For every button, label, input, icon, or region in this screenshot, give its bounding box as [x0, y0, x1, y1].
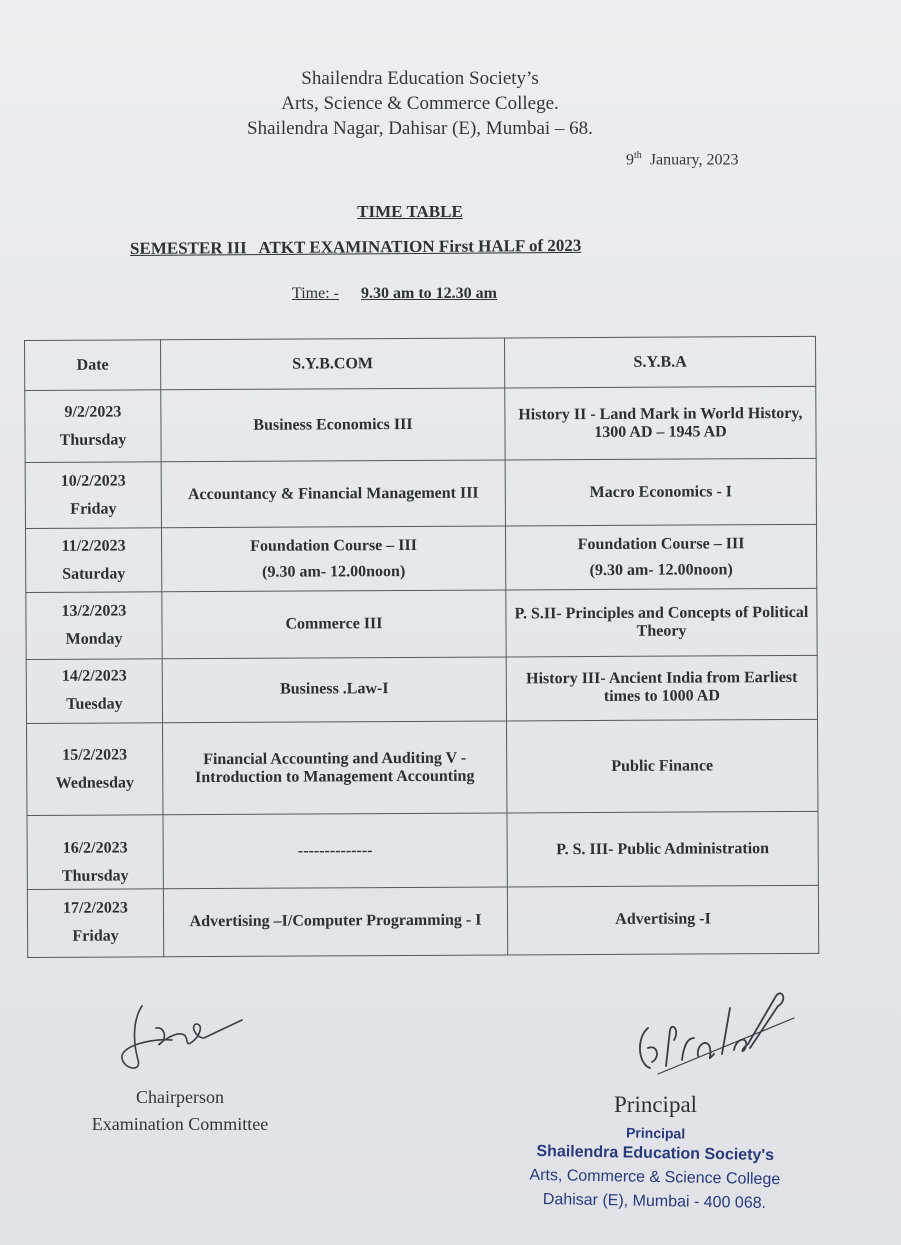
row-date: 13/2/2023 — [61, 602, 127, 620]
date-cell — [25, 462, 161, 529]
issue-date — [626, 150, 739, 169]
table-header-row — [25, 336, 816, 390]
row-day: Tuesday — [66, 695, 123, 713]
table-row — [26, 589, 817, 659]
principal-stamp — [499, 1121, 811, 1216]
sybcom-cell — [161, 526, 505, 592]
stamp-address: Dahisar (E), Mumbai - 400 068. — [542, 1191, 767, 1212]
row-date: 11/2/2023 — [61, 537, 126, 555]
syba-subject: Foundation Course – III — [577, 535, 745, 553]
principal-label: Principal — [614, 1092, 698, 1117]
exam-time — [292, 285, 497, 303]
syba-cell: P. S. III- Public Administration — [507, 812, 818, 887]
row-day: Thursday — [61, 867, 129, 885]
table-row — [27, 719, 818, 816]
time-value: 9.30 am to 12.30 am — [360, 285, 497, 302]
row-day: Saturday — [62, 565, 126, 583]
row-date: 17/2/2023 — [62, 899, 128, 918]
society-name: Shailendra Education Society’s — [301, 68, 539, 89]
date-cell — [25, 390, 161, 463]
page-title: TIME TABLE — [357, 202, 463, 221]
sybcom-cell: -------------- — [163, 813, 507, 888]
syba-cell: Public Finance — [506, 719, 817, 814]
chairperson-block — [60, 1084, 300, 1138]
header-date: Date — [25, 340, 161, 391]
chairperson-signature — [112, 998, 252, 1078]
college-address: Shailendra Nagar, Dahisar (E), Mumbai – 68. — [247, 118, 593, 139]
syba-cell: P. S.II- Principles and Concepts of Political Theory — [506, 589, 817, 657]
row-day: Friday — [70, 500, 117, 518]
date-cell — [25, 528, 161, 593]
sybcom-cell: Commerce III — [162, 590, 506, 658]
table-row — [27, 885, 818, 957]
timetable — [24, 336, 819, 958]
date-cell — [27, 889, 163, 958]
date-cell — [26, 658, 162, 723]
college-header — [0, 66, 840, 141]
sybcom-cell: Advertising –I/Computer Programming - I — [163, 887, 507, 957]
syba-cell — [505, 525, 816, 591]
row-day: Monday — [65, 630, 123, 648]
table-row — [26, 655, 817, 723]
header-syba: S.Y.B.A — [504, 336, 815, 388]
syba-cell: History II - Land Mark in World History, 1300 AD – 1945 AD — [505, 386, 816, 460]
sybcom-cell: Business .Law-I — [162, 656, 506, 722]
date-cell — [26, 592, 162, 659]
row-date: 15/2/2023 — [62, 745, 128, 764]
date-cell — [27, 815, 163, 889]
syba-cell: Advertising -I — [507, 885, 818, 955]
row-date: 9/2/2023 — [64, 403, 122, 421]
chairperson-label: Chairperson — [136, 1087, 224, 1107]
principal-signature — [618, 978, 818, 1088]
date-rest: January, 2023 — [649, 151, 739, 169]
college-name: Arts, Science & Commerce College. — [281, 93, 559, 114]
table-row — [25, 386, 816, 462]
sybcom-cell: Accountancy & Financial Management III — [161, 460, 505, 528]
syba-cell: Macro Economics - I — [505, 459, 816, 527]
sybcom-cell: Financial Accounting and Auditing V - Introduction to Management Accounting — [163, 721, 507, 816]
table-row — [25, 459, 816, 529]
row-day: Thursday — [59, 431, 127, 449]
sybcom-subject: Foundation Course – III — [250, 536, 417, 555]
table-row — [27, 812, 818, 889]
stamp-society: Shailendra Education Society's — [536, 1142, 775, 1165]
table-row — [25, 525, 816, 593]
stamp-title: Principal — [625, 1124, 686, 1142]
row-date: 10/2/2023 — [60, 472, 126, 490]
syba-cell: History III- Ancient India from Earliest times to 1000 AD — [506, 655, 817, 721]
sybcom-time-note: (9.30 am- 12.00noon) — [262, 562, 406, 581]
time-label: Time: - — [292, 285, 339, 302]
date-suffix: th — [634, 150, 642, 161]
row-date: 14/2/2023 — [61, 667, 127, 685]
syba-time-note: (9.30 am- 12.00noon) — [589, 561, 733, 579]
sybcom-cell: Business Economics III — [161, 388, 505, 462]
date-cell — [27, 722, 163, 816]
header-sybcom: S.Y.B.COM — [161, 338, 505, 390]
row-day: Wednesday — [55, 773, 134, 792]
row-day: Friday — [72, 927, 119, 946]
date-day: 9 — [626, 151, 634, 169]
committee-label: Examination Committee — [91, 1114, 269, 1134]
stamp-college: Arts, Commerce & Science College — [529, 1166, 781, 1189]
row-date: 16/2/2023 — [62, 839, 128, 857]
exam-subtitle: SEMESTER III ATKT EXAMINATION First HALF of 2023 — [129, 235, 582, 258]
